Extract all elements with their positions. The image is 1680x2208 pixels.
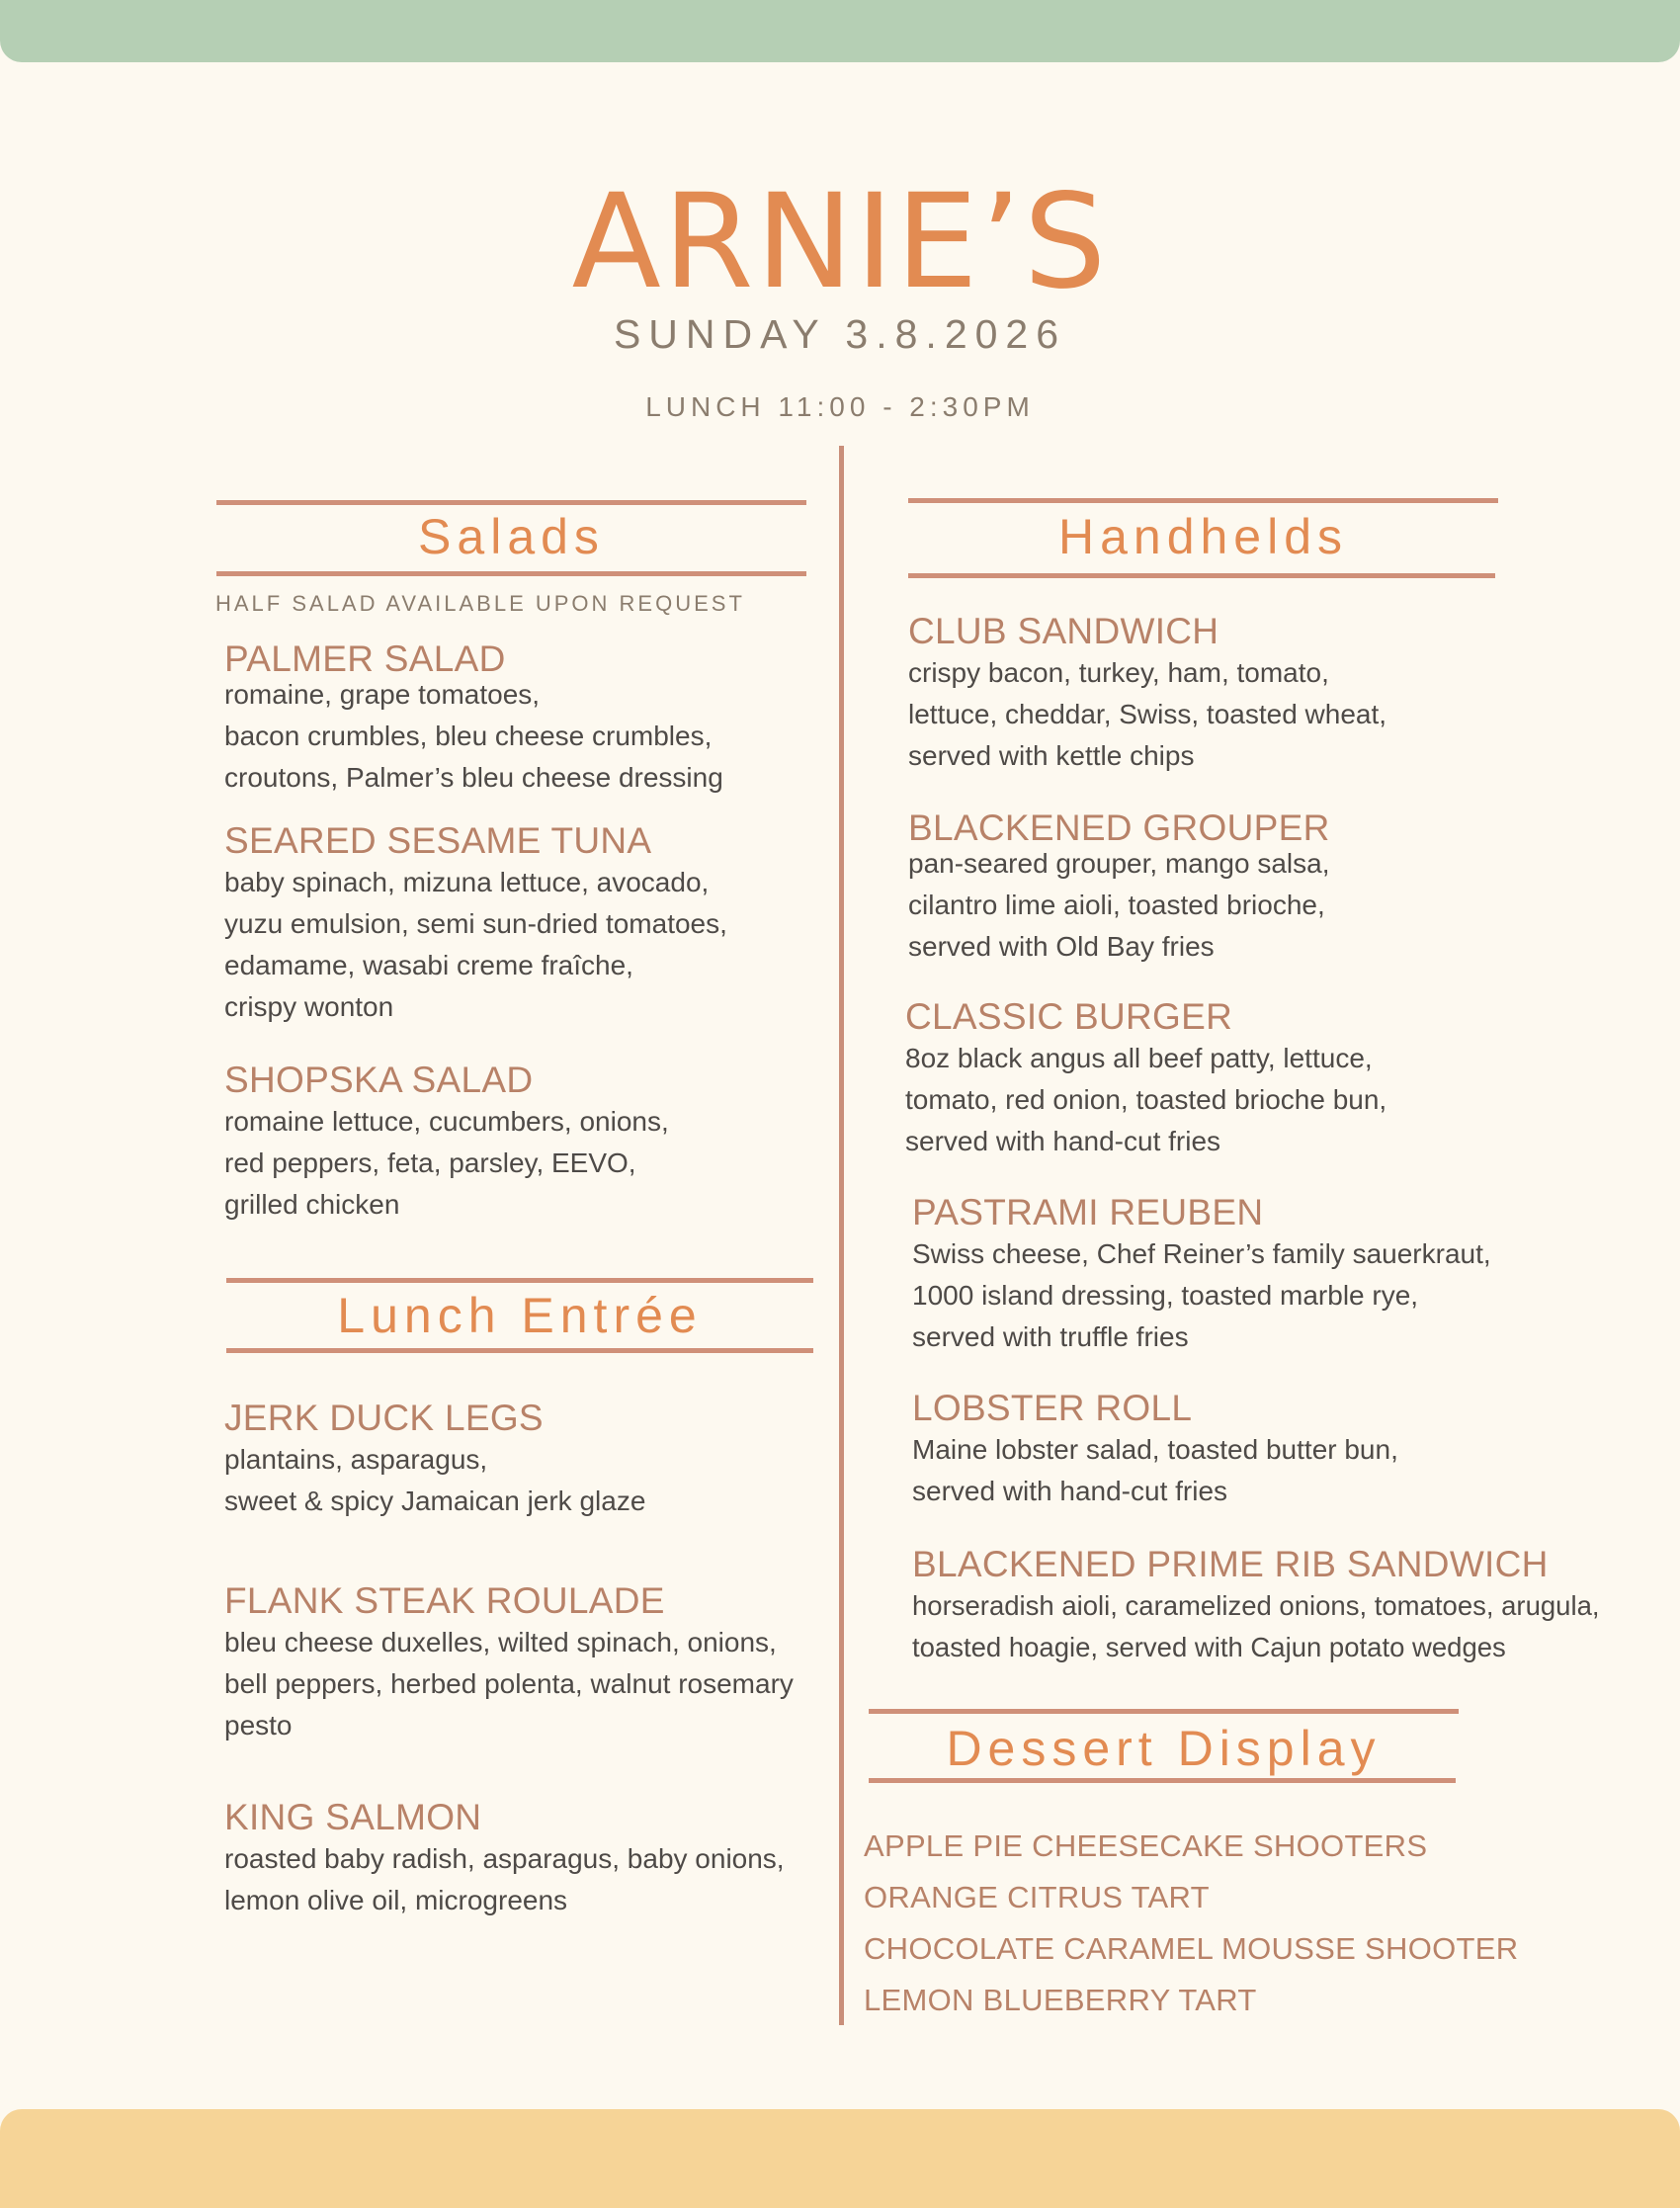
item-description: romaine, grape tomatoes, bacon crumbles, bleu cheese crumbles, croutons, Palmer’s bleu cheese dressing (224, 679, 723, 793)
item-name: BLACKENED GROUPER (908, 807, 1330, 848)
dessert-item: ORANGE CITRUS TART (864, 1880, 1210, 1914)
half-salad-note: HALF SALAD AVAILABLE UPON REQUEST (215, 591, 745, 616)
restaurant-title: ARNIE’S (571, 166, 1109, 318)
item-name: SHOPSKA SALAD (224, 1060, 534, 1100)
dessert-item: CHOCOLATE CARAMEL MOUSSE SHOOTER (864, 1931, 1519, 1966)
item-description: baby spinach, mizuna lettuce, avocado, yuzu emulsion, semi sun-dried tomatoes, edamame, wasabi creme fraîche, crispy wonton (224, 867, 727, 1022)
dessert-rule-top (869, 1709, 1459, 1714)
menu-item (912, 1388, 1663, 1512)
item-name: CLASSIC BURGER (905, 996, 1233, 1037)
item-description: 8oz black angus all beef patty, lettuce, tomato, red onion, toasted brioche bun, served with hand-cut fries (905, 1043, 1387, 1156)
menu-item (224, 1060, 817, 1226)
item-name: FLANK STEAK ROULADE (224, 1580, 665, 1621)
item-name: KING SALMON (224, 1797, 482, 1837)
item-name: JERK DUCK LEGS (224, 1398, 544, 1438)
item-description: plantains, asparagus, sweet & spicy Jamaican jerk glaze (224, 1444, 646, 1516)
menu-item (224, 1580, 837, 1746)
dessert-item: APPLE PIE CHEESECAKE SHOOTERS (864, 1828, 1428, 1863)
item-description: horseradish aioli, caramelized onions, tomatoes, arugula, toasted hoagie, served with Cajun potato wedges (912, 1590, 1600, 1662)
item-name: CLUB SANDWICH (908, 611, 1219, 651)
menu-item (912, 1544, 1673, 1668)
menu-item (224, 820, 817, 1028)
menu-item (224, 638, 817, 799)
entree-rule-bottom (226, 1348, 813, 1353)
item-description: Swiss cheese, Chef Reiner’s family sauerkraut, 1000 island dressing, toasted marble rye, served with truffle fries (912, 1238, 1491, 1352)
item-name: BLACKENED PRIME RIB SANDWICH (912, 1544, 1549, 1584)
item-description: pan-seared grouper, mango salsa, cilantro lime aioli, toasted brioche, served with Old Bay fries (908, 848, 1330, 962)
entree-rule-top (226, 1278, 813, 1283)
item-name: PASTRAMI REUBEN (912, 1192, 1264, 1232)
dessert-heading: Dessert Display (946, 1721, 1382, 1776)
item-name: LOBSTER ROLL (912, 1388, 1193, 1428)
item-description: bleu cheese duxelles, wilted spinach, onions, bell peppers, herbed polenta, walnut rosemary pesto (224, 1627, 794, 1741)
salads-heading: Salads (418, 509, 605, 564)
handhelds-rule-top (908, 498, 1498, 503)
menu-item (224, 1797, 837, 1921)
menu-item (908, 611, 1659, 777)
dessert-rule-bottom (869, 1778, 1456, 1783)
menu-item (908, 807, 1659, 968)
dessert-item: LEMON BLUEBERRY TART (864, 1983, 1257, 2017)
entree-heading: Lunch Entrée (337, 1288, 703, 1343)
menu-date: SUNDAY 3.8.2026 (613, 311, 1067, 357)
handhelds-heading: Handhelds (1057, 509, 1349, 564)
handhelds-rule-bottom (908, 573, 1495, 578)
salads-rule-bottom (216, 571, 806, 576)
service-hours: LUNCH 11:00 - 2:30PM (645, 391, 1035, 422)
column-divider (839, 446, 844, 2025)
item-name: SEARED SESAME TUNA (224, 820, 652, 861)
item-description: crispy bacon, turkey, ham, tomato, lettuce, cheddar, Swiss, toasted wheat, served with kettle chips (908, 657, 1387, 771)
item-description: roasted baby radish, asparagus, baby onions, lemon olive oil, microgreens (224, 1843, 785, 1915)
item-description: Maine lobster salad, toasted butter bun, served with hand-cut fries (912, 1434, 1398, 1506)
menu-item (224, 1398, 837, 1522)
salads-rule-top (216, 500, 806, 505)
menu-item (912, 1192, 1663, 1358)
item-description: romaine lettuce, cucumbers, onions, red peppers, feta, parsley, EEVO, grilled chicken (224, 1106, 669, 1220)
top-color-band (0, 0, 1680, 62)
item-name: PALMER SALAD (224, 638, 506, 679)
menu-item (905, 996, 1656, 1162)
bottom-color-band (0, 2109, 1680, 2208)
